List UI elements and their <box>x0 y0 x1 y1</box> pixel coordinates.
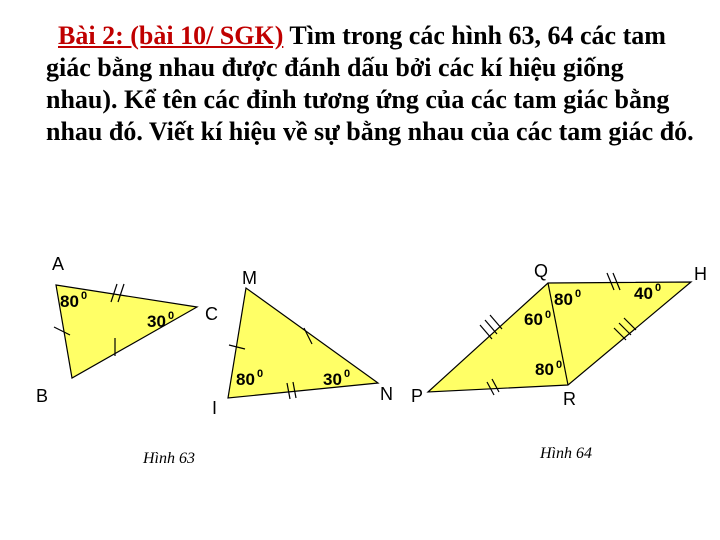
vertex-label-i: I <box>212 398 218 418</box>
vertex-label-a: A <box>52 254 65 274</box>
problem-body: Tìm trong các hình 63, 64 các tam giác bằng nhau được đánh dấu bởi các kí hiệu giống nhau). Kể tên các đỉnh tương ứng của các tam giác bằng nhau đó. Viết kí hiệu về sự bằng nhau của các tam giác đó. <box>46 21 694 146</box>
angle-h-value: 40 <box>634 284 653 303</box>
vertex-label-c: C <box>205 304 218 324</box>
angle-n-degree: 0 <box>344 368 351 380</box>
angle-q-right-degree: 0 <box>575 288 582 300</box>
angle-r-value: 80 <box>535 360 554 379</box>
angle-a-degree: 0 <box>81 290 88 302</box>
angle-r-degree: 0 <box>556 359 563 371</box>
figure-63 <box>36 254 393 467</box>
angle-c-value: 30 <box>147 312 166 331</box>
vertex-label-m: M <box>242 268 257 288</box>
vertex-label-b: B <box>36 386 49 406</box>
vertex-label-r: R <box>563 389 576 409</box>
angle-q-left-degree: 0 <box>545 309 552 321</box>
caption-hinh-63: Hình 63 <box>143 450 195 467</box>
angle-i-degree: 0 <box>257 368 264 380</box>
vertex-label-n: N <box>380 384 393 404</box>
angle-q-left-value: 60 <box>524 310 543 329</box>
angle-i-value: 80 <box>236 370 255 389</box>
figure-64 <box>411 261 707 462</box>
vertex-label-q: Q <box>534 261 549 281</box>
angle-h-degree: 0 <box>655 282 662 294</box>
angle-n-value: 30 <box>323 370 342 389</box>
angle-c-degree: 0 <box>168 310 175 322</box>
angle-a-value: 80 <box>60 292 79 311</box>
caption-hinh-64: Hình 64 <box>540 445 592 462</box>
angle-q-right-value: 80 <box>554 290 573 309</box>
vertex-label-p: P <box>411 386 424 406</box>
vertex-label-h: H <box>694 264 707 284</box>
problem-heading: Bài 2: (bài 10/ SGK) <box>58 21 284 50</box>
